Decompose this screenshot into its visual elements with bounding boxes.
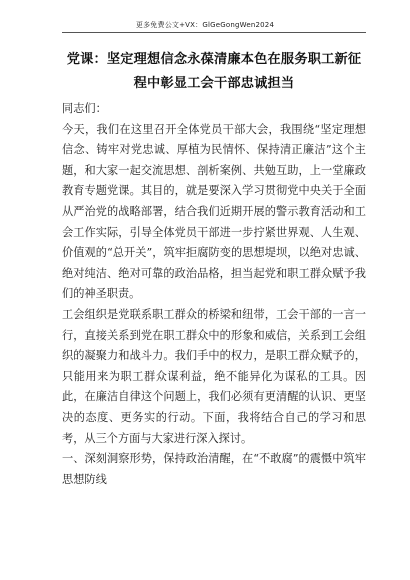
paragraph-intro: 今天，我们在这里召开全体党员干部大会，我围绕“坚定理想信念、铸牢对党忠诚、厚植为民情怀、保持清正廉洁”这个主题，和大家一起交流思想、剖析案例、共勉互助，上一堂廉政教育专题党课。其目的，就是要深入学习贯彻党中央关于全面从严治党的战略部署，结合我们近期开展的警示教育活动和工会工作实际，引导全体党员干部进一步拧紧世界观、人生观、价值观的“总开关”，筑牢拒腐防变的思想堤坝，以绝对忠诚、绝对纯洁、绝对可靠的政治品格，担当起党和职工群众赋予我们的神圣职责。 <box>62 122 366 301</box>
paragraph-union-role: 工会组织是党联系职工群众的桥梁和纽带，工会干部的一言一行，直接关系到党在职工群众中的形象和威信，关系到工会组织的凝聚力和战斗力。我们手中的权力，是职工群众赋予的，只能用来为职工群众谋利益，绝不能异化为谋私的工具。因此，在廉洁自律这个问题上，我们必须有更清醒的认识、更坚决的态度、更务实的行动。下面，我将结合自己的学习和思考，从三个方面与大家进行深入探讨。 <box>62 307 366 445</box>
header-note: 更多免费公文+VX：GlGeGongWen2024 <box>135 21 275 29</box>
document-body <box>62 99 366 490</box>
salutation: 同志们： <box>62 102 107 115</box>
header-divider <box>62 32 366 33</box>
section-heading-1: 一、深刻洞察形势，保持政治清醒，在“不敢腐”的震慑中筑牢思想防线 <box>62 452 366 486</box>
page-title: 党课：坚定理想信念永葆清廉本色在服务职工新征程中彰显工会干部忠诚担当 <box>66 52 362 91</box>
